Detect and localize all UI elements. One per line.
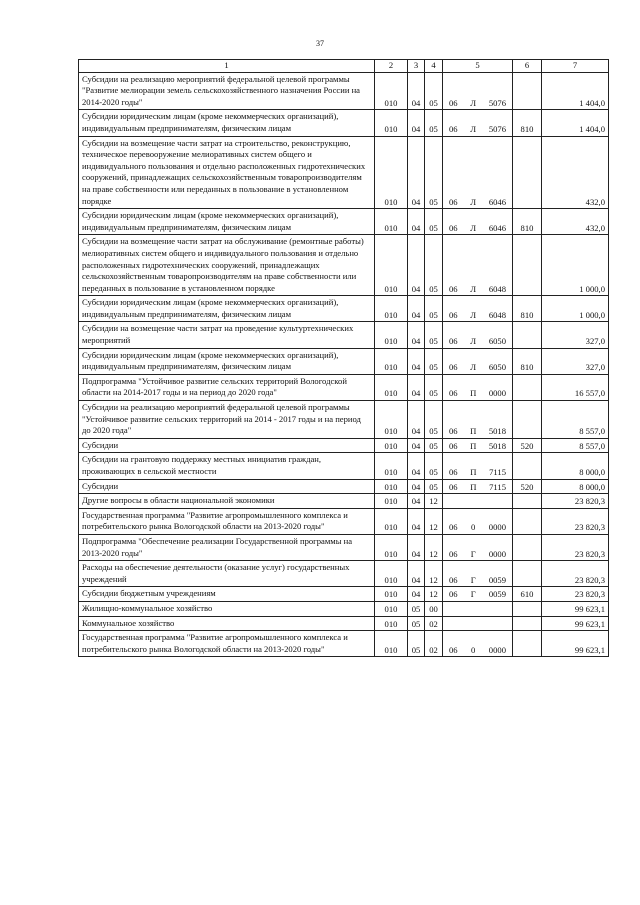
amount: 327,0 <box>542 348 609 374</box>
subprogram-code: Л <box>470 222 477 233</box>
amount: 99 623,1 <box>542 631 609 657</box>
target-article-code <box>443 348 513 374</box>
amount: 432,0 <box>542 209 609 235</box>
expense-type-code <box>513 235 542 296</box>
program-code: 06 <box>449 309 458 320</box>
expense-type-code <box>513 616 542 631</box>
ministry-code: 010 <box>375 453 408 479</box>
amount: 1 000,0 <box>542 296 609 322</box>
ministry-code: 010 <box>375 136 408 209</box>
ministry-code: 010 <box>375 616 408 631</box>
table-row <box>79 235 609 296</box>
table-row <box>79 209 609 235</box>
table-row <box>79 401 609 439</box>
amount: 8 000,0 <box>542 453 609 479</box>
section-code: 04 <box>408 72 425 110</box>
item-name: Субсидии бюджетным учреждениям <box>79 587 375 602</box>
expense-type-code <box>513 561 542 587</box>
header-col-2: 2 <box>375 60 408 73</box>
subsection-code: 12 <box>425 494 443 509</box>
direction-code: 7115 <box>489 481 506 492</box>
program-code: 06 <box>449 196 458 207</box>
amount: 23 820,3 <box>542 561 609 587</box>
target-article-code <box>443 438 513 453</box>
subsection-code: 05 <box>425 72 443 110</box>
subprogram-code: 0 <box>471 644 476 655</box>
direction-code: 0059 <box>488 589 506 600</box>
expense-type-code: 810 <box>513 110 542 136</box>
section-code: 04 <box>408 494 425 509</box>
expense-type-code: 520 <box>513 479 542 494</box>
table-row <box>79 561 609 587</box>
target-article-code <box>443 561 513 587</box>
subsection-code: 05 <box>425 110 443 136</box>
direction-code: 0000 <box>488 388 506 399</box>
expense-type-code <box>513 534 542 560</box>
section-code: 04 <box>408 322 425 348</box>
amount: 8 000,0 <box>542 479 609 494</box>
item-name: Субсидии на возмещение части затрат на обслуживание (ремонтные работы) мелиоративных систем общего и индивидуального пользования и отдельно расположенных гидротехнических сооружений, принадлежащих сельскохозяйственным товаропроизводителям на праве собственности или переданных в пользование в установленном порядке <box>79 235 375 296</box>
amount: 1 404,0 <box>542 110 609 136</box>
program-code: 06 <box>449 481 458 492</box>
table-row <box>79 110 609 136</box>
expense-type-code <box>513 322 542 348</box>
amount: 8 557,0 <box>542 438 609 453</box>
amount: 23 820,3 <box>542 508 609 534</box>
ministry-code: 010 <box>375 401 408 439</box>
subsection-code: 12 <box>425 508 443 534</box>
subsection-code: 05 <box>425 235 443 296</box>
header-col-3: 3 <box>408 60 425 73</box>
item-name: Субсидии юридическим лицам (кроме некоммерческих организаций), индивидуальным предпринимателям, физическим лицам <box>79 209 375 235</box>
ministry-code: 010 <box>375 631 408 657</box>
section-code: 04 <box>408 209 425 235</box>
program-code: 06 <box>449 388 458 399</box>
target-article-code <box>443 601 513 616</box>
subprogram-code: Л <box>470 196 477 207</box>
table-row <box>79 374 609 400</box>
item-name: Субсидии на грантовую поддержку местных инициатив граждан, проживающих в сельской местности <box>79 453 375 479</box>
ministry-code: 010 <box>375 322 408 348</box>
direction-code: 6050 <box>488 336 506 347</box>
item-name: Субсидии на реализацию мероприятий федеральной целевой программы "Устойчивое развитие сельских территорий на 2014 - 2017 годы и на период до 2020 года" <box>79 401 375 439</box>
item-name: Субсидии на возмещение части затрат на строительство, реконструкцию, техническое перевооружение мелиоративных систем общего и индивидуального пользования и отдельно расположенных гидротехнических сооружений, принадлежащих сельскохозяйственным товаропроизводителям на праве собственности или переданных в пользование в установленном порядке <box>79 136 375 209</box>
subsection-code: 05 <box>425 136 443 209</box>
ministry-code: 010 <box>375 508 408 534</box>
direction-code: 5076 <box>488 97 506 108</box>
subprogram-code: П <box>470 388 477 399</box>
subprogram-code: П <box>470 467 477 477</box>
amount: 99 623,1 <box>542 616 609 631</box>
program-code: 06 <box>449 222 458 233</box>
subprogram-code: Л <box>470 362 477 373</box>
target-article-code <box>443 494 513 509</box>
subprogram-code: Л <box>470 336 477 347</box>
target-article-code <box>443 136 513 209</box>
subprogram-code: Г <box>470 589 476 600</box>
subsection-code: 05 <box>425 479 443 494</box>
subsection-code: 12 <box>425 534 443 560</box>
section-code: 04 <box>408 296 425 322</box>
header-row <box>79 60 609 73</box>
expense-type-code <box>513 136 542 209</box>
section-code: 04 <box>408 587 425 602</box>
ministry-code: 010 <box>375 438 408 453</box>
section-code: 04 <box>408 348 425 374</box>
table-row <box>79 322 609 348</box>
ministry-code: 010 <box>375 235 408 296</box>
subprogram-code: Г <box>470 574 476 585</box>
program-code: 06 <box>449 548 458 559</box>
item-name: Государственная программа "Развитие агропромышленного комплекса и потребительского рынка Вологодской области на 2013-2020 годы" <box>79 631 375 657</box>
table-row <box>79 494 609 509</box>
direction-code: 6046 <box>488 222 506 233</box>
subsection-code: 02 <box>425 631 443 657</box>
table-row <box>79 72 609 110</box>
expense-type-code <box>513 508 542 534</box>
subprogram-code: Л <box>470 283 477 294</box>
program-code: 06 <box>449 426 458 437</box>
ministry-code: 010 <box>375 494 408 509</box>
item-name: Субсидии <box>79 479 375 494</box>
expense-type-code: 810 <box>513 209 542 235</box>
section-code: 04 <box>408 401 425 439</box>
direction-code: 0059 <box>488 574 506 585</box>
target-article-code <box>443 587 513 602</box>
program-code: 06 <box>449 336 458 347</box>
direction-code: 6046 <box>488 196 506 207</box>
target-article-code <box>443 631 513 657</box>
subprogram-code: П <box>470 426 477 437</box>
item-name: Субсидии юридическим лицам (кроме некоммерческих организаций), индивидуальным предпринимателям, физическим лицам <box>79 348 375 374</box>
ministry-code: 010 <box>375 72 408 110</box>
program-code: 06 <box>449 440 458 451</box>
section-code: 05 <box>408 631 425 657</box>
section-code: 04 <box>408 136 425 209</box>
program-code: 06 <box>449 589 458 600</box>
table-row <box>79 479 609 494</box>
header-col-5: 5 <box>443 60 513 73</box>
section-code: 04 <box>408 479 425 494</box>
target-article-code <box>443 534 513 560</box>
subsection-code: 05 <box>425 438 443 453</box>
amount: 16 557,0 <box>542 374 609 400</box>
direction-code: 5076 <box>488 123 506 134</box>
program-code: 06 <box>449 283 458 294</box>
table-row <box>79 508 609 534</box>
amount: 23 820,3 <box>542 587 609 602</box>
ministry-code: 010 <box>375 587 408 602</box>
amount: 432,0 <box>542 136 609 209</box>
subprogram-code: 0 <box>471 522 476 533</box>
item-name: Субсидии на возмещение части затрат на проведение культуртехнических мероприятий <box>79 322 375 348</box>
expense-type-code <box>513 72 542 110</box>
direction-code: 6048 <box>488 309 506 320</box>
expense-type-code <box>513 374 542 400</box>
item-name: Государственная программа "Развитие агропромышленного комплекса и потребительского рынка Вологодской области на 2013-2020 годы" <box>79 508 375 534</box>
program-code: 06 <box>449 644 458 655</box>
subsection-code: 05 <box>425 322 443 348</box>
expense-type-code: 810 <box>513 296 542 322</box>
item-name: Жилищно-коммунальное хозяйство <box>79 601 375 616</box>
target-article-code <box>443 616 513 631</box>
subsection-code: 12 <box>425 561 443 587</box>
target-article-code <box>443 508 513 534</box>
table-row <box>79 348 609 374</box>
expense-type-code: 610 <box>513 587 542 602</box>
program-code: 06 <box>449 574 458 585</box>
section-code: 04 <box>408 235 425 296</box>
item-name: Субсидии юридическим лицам (кроме некоммерческих организаций), индивидуальным предпринимателям, физическим лицам <box>79 296 375 322</box>
expense-type-code: 520 <box>513 438 542 453</box>
section-code: 04 <box>408 374 425 400</box>
table-row <box>79 534 609 560</box>
program-code: 06 <box>449 467 458 477</box>
target-article-code <box>443 401 513 439</box>
subsection-code: 05 <box>425 348 443 374</box>
page-number: 37 <box>316 39 324 48</box>
amount: 327,0 <box>542 322 609 348</box>
program-code: 06 <box>449 123 458 134</box>
item-name: Субсидии юридическим лицам (кроме некоммерческих организаций), индивидуальным предпринимателям, физическим лицам <box>79 110 375 136</box>
expense-type-code <box>513 494 542 509</box>
subprogram-code: Г <box>470 548 476 559</box>
subprogram-code: П <box>470 440 477 451</box>
table-row <box>79 616 609 631</box>
direction-code: 0000 <box>488 522 506 533</box>
subsection-code: 02 <box>425 616 443 631</box>
section-code: 04 <box>408 110 425 136</box>
amount: 23 820,3 <box>542 494 609 509</box>
subprogram-code: Л <box>470 97 477 108</box>
budget-table <box>78 59 609 657</box>
subsection-code: 05 <box>425 209 443 235</box>
ministry-code: 010 <box>375 479 408 494</box>
subsection-code: 05 <box>425 374 443 400</box>
target-article-code <box>443 453 513 479</box>
header-col-6: 6 <box>513 60 542 73</box>
table-row <box>79 136 609 209</box>
expense-type-code <box>513 601 542 616</box>
expense-type-code <box>513 631 542 657</box>
direction-code: 5018 <box>488 440 506 451</box>
item-name: Коммунальное хозяйство <box>79 616 375 631</box>
section-code: 04 <box>408 438 425 453</box>
subsection-code: 05 <box>425 296 443 322</box>
subsection-code: 05 <box>425 453 443 479</box>
item-name: Субсидии <box>79 438 375 453</box>
direction-code: 6050 <box>488 362 506 373</box>
ministry-code: 010 <box>375 374 408 400</box>
table-row <box>79 296 609 322</box>
target-article-code <box>443 235 513 296</box>
subsection-code: 12 <box>425 587 443 602</box>
target-article-code <box>443 296 513 322</box>
target-article-code <box>443 322 513 348</box>
ministry-code: 010 <box>375 296 408 322</box>
subsection-code: 00 <box>425 601 443 616</box>
section-code: 04 <box>408 453 425 479</box>
amount: 23 820,3 <box>542 534 609 560</box>
target-article-code <box>443 110 513 136</box>
subprogram-code: Л <box>470 123 477 134</box>
target-article-code <box>443 479 513 494</box>
amount: 8 557,0 <box>542 401 609 439</box>
amount: 1 404,0 <box>542 72 609 110</box>
item-name: Расходы на обеспечение деятельности (оказание услуг) государственных учреждений <box>79 561 375 587</box>
ministry-code: 010 <box>375 110 408 136</box>
amount: 99 623,1 <box>542 601 609 616</box>
ministry-code: 010 <box>375 601 408 616</box>
ministry-code: 010 <box>375 209 408 235</box>
section-code: 05 <box>408 616 425 631</box>
header-col-4: 4 <box>425 60 443 73</box>
program-code: 06 <box>449 362 458 373</box>
ministry-code: 010 <box>375 561 408 587</box>
direction-code: 7115 <box>489 467 506 477</box>
section-code: 04 <box>408 561 425 587</box>
section-code: 04 <box>408 508 425 534</box>
table-row <box>79 453 609 479</box>
ministry-code: 010 <box>375 534 408 560</box>
item-name: Другие вопросы в области национальной экономики <box>79 494 375 509</box>
program-code: 06 <box>449 97 458 108</box>
expense-type-code <box>513 401 542 439</box>
header-col-1: 1 <box>79 60 375 73</box>
item-name: Подпрограмма "Устойчивое развитие сельских территорий Вологодской области на 2014-2017 годы и на период до 2020 года" <box>79 374 375 400</box>
item-name: Подпрограмма "Обеспечение реализации Государственной программы на 2013-2020 годы" <box>79 534 375 560</box>
item-name: Субсидии на реализацию мероприятий федеральной целевой программы "Развитие мелиорации земель сельскохозяйственного назначения России на 2014-2020 годы" <box>79 72 375 110</box>
expense-type-code <box>513 453 542 479</box>
table-row <box>79 631 609 657</box>
direction-code: 6048 <box>488 283 506 294</box>
table-row <box>79 438 609 453</box>
section-code: 05 <box>408 601 425 616</box>
target-article-code <box>443 374 513 400</box>
direction-code: 5018 <box>488 426 506 437</box>
expense-type-code: 810 <box>513 348 542 374</box>
subprogram-code: Л <box>470 309 477 320</box>
direction-code: 0000 <box>488 548 506 559</box>
subsection-code: 05 <box>425 401 443 439</box>
amount: 1 000,0 <box>542 235 609 296</box>
section-code: 04 <box>408 534 425 560</box>
subprogram-code: П <box>470 481 477 492</box>
table-row <box>79 601 609 616</box>
table-row <box>79 587 609 602</box>
direction-code: 0000 <box>488 644 506 655</box>
target-article-code <box>443 209 513 235</box>
program-code: 06 <box>449 522 458 533</box>
ministry-code: 010 <box>375 348 408 374</box>
header-col-7: 7 <box>542 60 609 73</box>
target-article-code <box>443 72 513 110</box>
